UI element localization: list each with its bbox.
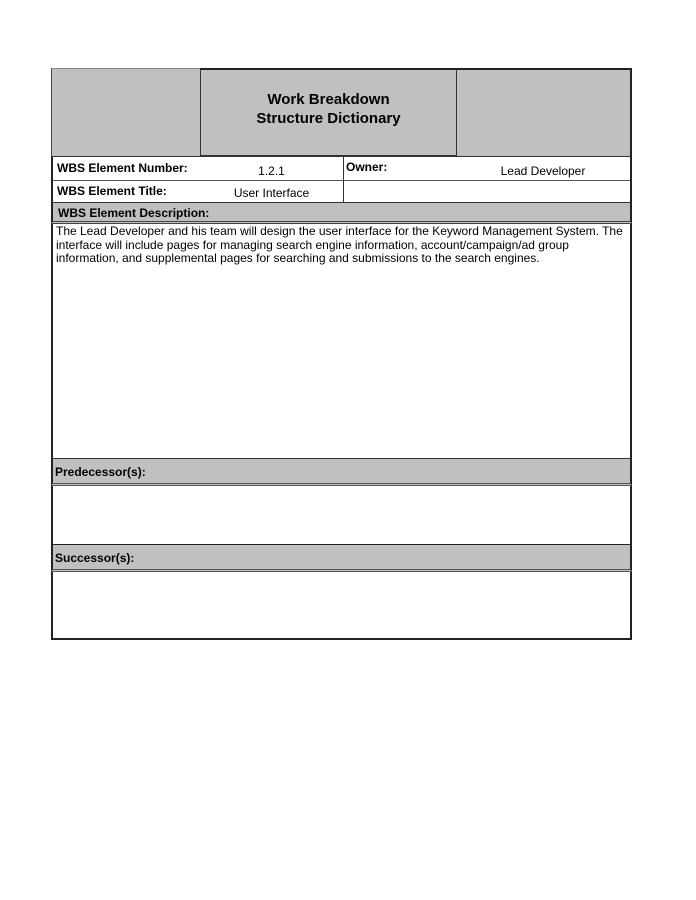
description-body[interactable] bbox=[51, 224, 632, 460]
element-title-value[interactable]: User Interface bbox=[233, 186, 310, 200]
predecessors-text bbox=[53, 486, 630, 490]
successors-body[interactable] bbox=[51, 572, 632, 640]
element-number-value[interactable]: 1.2.1 bbox=[258, 164, 285, 178]
predecessors-label: Predecessor(s): bbox=[55, 465, 146, 479]
header-title-cell bbox=[200, 68, 457, 156]
successors-label: Successor(s): bbox=[55, 551, 135, 565]
successors-text bbox=[53, 572, 630, 576]
form-title-line2: Structure Dictionary bbox=[256, 109, 401, 127]
description-label: WBS Element Description: bbox=[58, 206, 210, 220]
owner-value[interactable]: Lead Developer bbox=[500, 164, 586, 178]
predecessors-body[interactable] bbox=[51, 486, 632, 546]
description-text: The Lead Developer and his team will design the user interface for the Keyword Management System. The interface will include pages for managing search engine information, account/campaign/ad group information, and supplemental pages for searching and submissions to the search engines. bbox=[56, 224, 623, 265]
description-header bbox=[51, 202, 632, 224]
successors-header bbox=[51, 545, 632, 572]
owner-label: Owner: bbox=[346, 160, 388, 174]
element-number-label: WBS Element Number: bbox=[57, 161, 188, 175]
predecessors-header bbox=[51, 459, 632, 486]
header-left-cell bbox=[51, 68, 201, 156]
element-title-label: WBS Element Title: bbox=[57, 184, 167, 198]
header-right-cell bbox=[456, 68, 632, 156]
form-title-line1: Work Breakdown bbox=[267, 90, 390, 108]
